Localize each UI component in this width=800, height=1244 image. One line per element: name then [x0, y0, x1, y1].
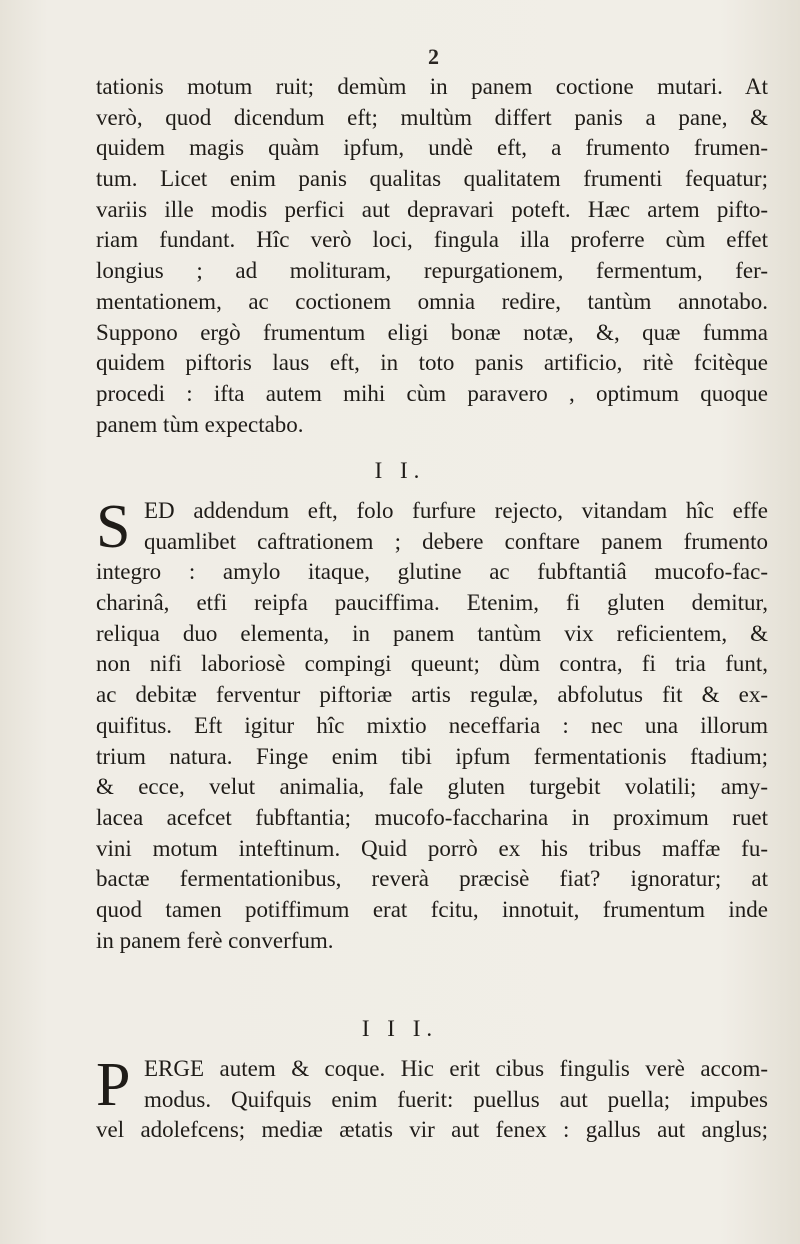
- text-line: panem tùm expectabo.: [96, 411, 304, 437]
- text-line: procedi : ifta autem mihi cùm paravero , optimum quoque: [96, 380, 768, 406]
- paragraph-3: [96, 1051, 768, 1146]
- text-line: riam fundant. Hîc verò loci, fingula illa proferre cùm effet: [96, 227, 768, 253]
- text-line: charinâ, etfi reipfa pauciffima. Etenim, fi gluten demitur,: [96, 590, 768, 616]
- text-line: variis ille modis perfici aut depravari poteft. Hæc artem pifto-: [96, 196, 768, 222]
- text-line: non nifi laboriosè compingi queunt; dùm contra, fi tria funt,: [96, 651, 768, 677]
- text-line: bactæ fermentationibus, reverà præcisè fiat? ignoratur; at: [96, 866, 768, 892]
- section-heading-2: I I.: [374, 458, 426, 483]
- text-line: quamlibet caftrationem ; debere conftare panem frumento: [144, 528, 768, 554]
- text-line: tationis motum ruit; demùm in panem coctione mutari. At: [96, 74, 768, 99]
- text-line: & ecce, velut animalia, fale gluten turgebit volatili; amy-: [96, 774, 768, 800]
- section-heading-3: I I I.: [361, 1016, 439, 1041]
- text-line: vini motum inteftinum. Quid porrò ex his tribus maffæ fu-: [96, 835, 768, 861]
- text-line: mentationem, ac coctionem omnia redire, tantùm annotabo.: [96, 288, 768, 314]
- text-line: longius ; ad molituram, repurgationem, fermentum, fer-: [96, 258, 768, 284]
- text-line: lacea acefcet fubftantia; mucofo-faccharina in proximum ruet: [96, 804, 768, 830]
- text-line: Suppono ergò frumentum eligi bonæ notæ, &, quæ fumma: [96, 319, 768, 345]
- text-line: verò, quod dicendum eft; multùm differt panis a pane, &: [96, 104, 768, 130]
- text-line: tum. Licet enim panis qualitas qualitatem frumenti fequatur;: [96, 166, 768, 192]
- text-line: quidem magis quàm ipfum, undè eft, a frumento frumen-: [96, 135, 768, 161]
- text-line: ac debitæ ferventur piftoriæ artis regulæ, abfolutus fit & ex-: [96, 682, 768, 708]
- text-line: trium natura. Finge enim tibi ipfum fermentationis ftadium;: [96, 743, 768, 769]
- signature-mark: 2: [428, 44, 439, 69]
- text-line: ERGE autem & coque. Hic erit cibus fingulis verè accom-: [144, 1056, 768, 1081]
- drop-cap-p: P: [96, 1051, 131, 1119]
- paragraph-2: [96, 493, 768, 956]
- text-line: reliqua duo elementa, in panem tantùm vix reficientem, &: [96, 620, 768, 646]
- text-line: vel adolefcens; mediæ ætatis vir aut fenex : gallus aut anglus;: [96, 1117, 768, 1143]
- text-line: ED addendum eft, folo furfure rejecto, vitandam hîc effe: [144, 498, 768, 523]
- text-line: modus. Quifquis enim fuerit: puellus aut puella; impubes: [144, 1086, 768, 1112]
- paragraph-1: [96, 72, 768, 440]
- text-line: in panem ferè converfum.: [96, 927, 334, 953]
- drop-cap-s: S: [96, 493, 131, 561]
- text-line: quidem piftoris laus eft, in toto panis artificio, ritè fcitèque: [96, 350, 768, 376]
- text-line: quifitus. Eft igitur hîc mixtio neceffaria : nec una illorum: [96, 712, 768, 738]
- text-line: quod tamen potiffimum erat fcitu, innotuit, frumentum inde: [96, 896, 768, 922]
- text-line: integro : amylo itaque, glutine ac fubftantiâ mucofo-fac-: [96, 559, 768, 585]
